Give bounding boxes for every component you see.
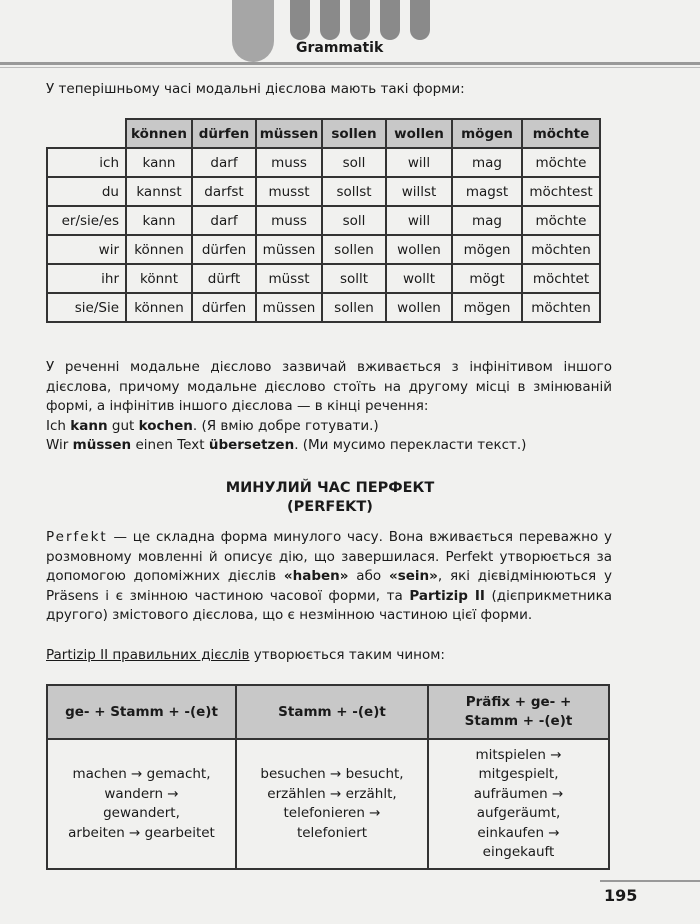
table-cell: will — [386, 206, 452, 235]
table-cell: soll — [322, 206, 386, 235]
table-cell: möchtest — [522, 177, 600, 206]
table-cell — [47, 739, 236, 869]
section-subheading: (PERFEKT) — [287, 499, 373, 515]
table-cell: mögt — [452, 264, 522, 293]
table-cell: mag — [452, 148, 522, 177]
table-cell: sollst — [322, 177, 386, 206]
table-cell: musst — [256, 177, 322, 206]
column-header: müssen — [256, 119, 322, 148]
table-cell: möchten — [522, 235, 600, 264]
table-row — [47, 293, 600, 322]
example-line: erzählen → erzählt, — [267, 785, 397, 802]
example-1: Ich kann gut kochen. (Я вмію добре готувати.) — [46, 417, 379, 434]
table-header-row — [47, 119, 600, 148]
table-cell: kann — [126, 206, 192, 235]
example-line: mitgespielt, — [478, 766, 559, 782]
table-cell: muss — [256, 206, 322, 235]
table-row — [47, 206, 600, 235]
table-row — [47, 264, 600, 293]
example-line: aufräumen → — [473, 785, 564, 802]
table-cell: sollen — [322, 293, 386, 322]
table-cell: darf — [192, 206, 256, 235]
table-cell: kannst — [126, 177, 192, 206]
table-cell: mögen — [452, 235, 522, 264]
column-header: sollen — [322, 119, 386, 148]
section-heading: МИНУЛИЙ ЧАС ПЕРФЕКТ — [225, 480, 435, 496]
table-cell: sollen — [322, 235, 386, 264]
table-cell: willst — [386, 177, 452, 206]
modal-usage-paragraph: У реченні модальне дієслово зазвичай вживається з інфінітивом іншого дієслова, причому модальне дієслово стоїть на другому місці в змінюваній формі, а інфінітив іншого дієслова — в кінці речення: Ich kann gut kochen. (Я вмію добре готувати.) Wir müssen einen Text übersetzen. (Ми мусимо перекласти текст.) — [46, 359, 612, 453]
pronoun-cell: ich — [47, 148, 126, 177]
table-row — [47, 148, 600, 177]
table-cell — [428, 739, 609, 869]
page-number: 195 — [604, 886, 638, 905]
example-line: wandern → — [104, 785, 179, 802]
column-header: dürfen — [192, 119, 256, 148]
table-cell: möchte — [522, 148, 600, 177]
header-decoration — [232, 0, 442, 40]
table-cell: soll — [322, 148, 386, 177]
table-cell: wollen — [386, 293, 452, 322]
table-cell: könnt — [126, 264, 192, 293]
table-cell: mag — [452, 206, 522, 235]
column-header: Präfix + ge- + Stamm + -(e)t — [428, 685, 609, 739]
example-line: machen → gemacht, — [72, 766, 211, 782]
table-cell: darfst — [192, 177, 256, 206]
table-cell: können — [126, 293, 192, 322]
pronoun-cell: er/sie/es — [47, 206, 126, 235]
table-cell: dürft — [192, 264, 256, 293]
example-2: Wir müssen einen Text übersetzen. (Ми мусимо перекласти текст.) — [46, 437, 527, 453]
modal-verbs-table — [46, 118, 601, 323]
example-line: gewandert, — [103, 805, 180, 821]
column-header: möchte — [522, 119, 600, 148]
column-header: Stamm + -(e)t — [236, 685, 428, 739]
table-cell: darf — [192, 148, 256, 177]
table-cell: dürfen — [192, 235, 256, 264]
table-cell: muss — [256, 148, 322, 177]
pronoun-cell: du — [47, 177, 126, 206]
table-row — [47, 739, 609, 869]
column-header: ge- + Stamm + -(e)t — [47, 685, 236, 739]
table-cell: wollt — [386, 264, 452, 293]
table-row — [47, 177, 600, 206]
partizip-intro: Partizip II правильних дієслів утворюється таким чином: — [46, 647, 445, 663]
example-line: besuchen → besucht, — [260, 766, 404, 782]
table-cell: müssen — [256, 235, 322, 264]
pronoun-cell: wir — [47, 235, 126, 264]
table-cell: sollt — [322, 264, 386, 293]
table-cell: wollen — [386, 235, 452, 264]
table-cell: mögen — [452, 293, 522, 322]
column-header: wollen — [386, 119, 452, 148]
page-header — [0, 0, 700, 70]
example-line: aufgeräumt, — [476, 805, 561, 821]
table-cell: können — [126, 235, 192, 264]
table-cell — [236, 739, 428, 869]
example-line: telefoniert — [296, 824, 368, 841]
pronoun-cell: sie/Sie — [47, 293, 126, 322]
example-line: mitspielen → — [475, 746, 562, 763]
header-rule — [0, 62, 700, 65]
table-cell: dürfen — [192, 293, 256, 322]
intro-text: У теперішньому часі модальні дієслова мають такі форми: — [46, 81, 465, 97]
example-line: einkaufen → — [477, 824, 560, 841]
table-cell: möchtet — [522, 264, 600, 293]
section-title: Grammatik — [296, 40, 384, 56]
table-row — [47, 235, 600, 264]
table-cell: kann — [126, 148, 192, 177]
table-header-row — [47, 685, 609, 739]
table-cell: möchte — [522, 206, 600, 235]
table-cell: müssen — [256, 293, 322, 322]
table-cell: will — [386, 148, 452, 177]
example-line: eingekauft — [482, 844, 555, 860]
example-line: telefonieren → — [283, 805, 381, 821]
table-cell: möchten — [522, 293, 600, 322]
table-cell: magst — [452, 177, 522, 206]
partizip-table — [46, 684, 610, 870]
footer-rule — [600, 880, 700, 882]
column-header: mögen — [452, 119, 522, 148]
column-header: können — [126, 119, 192, 148]
example-line: arbeiten → gearbeitet — [68, 824, 215, 841]
table-cell: müsst — [256, 264, 322, 293]
perfekt-paragraph: Perfekt — це складна форма минулого часу. Вона вживається переважно у розмовному мовленні й описує дію, що завершилася. Perfekt утворюється за допомогою допоміжних дієслів «haben» або «sein», які дієвідмінюються у Präsens і є змінною частиною часової форми, та Partizip II (дієприкметника другого) змістового дієслова, що є незмінною частиною цієї форми. — [46, 529, 612, 623]
pronoun-cell: ihr — [47, 264, 126, 293]
